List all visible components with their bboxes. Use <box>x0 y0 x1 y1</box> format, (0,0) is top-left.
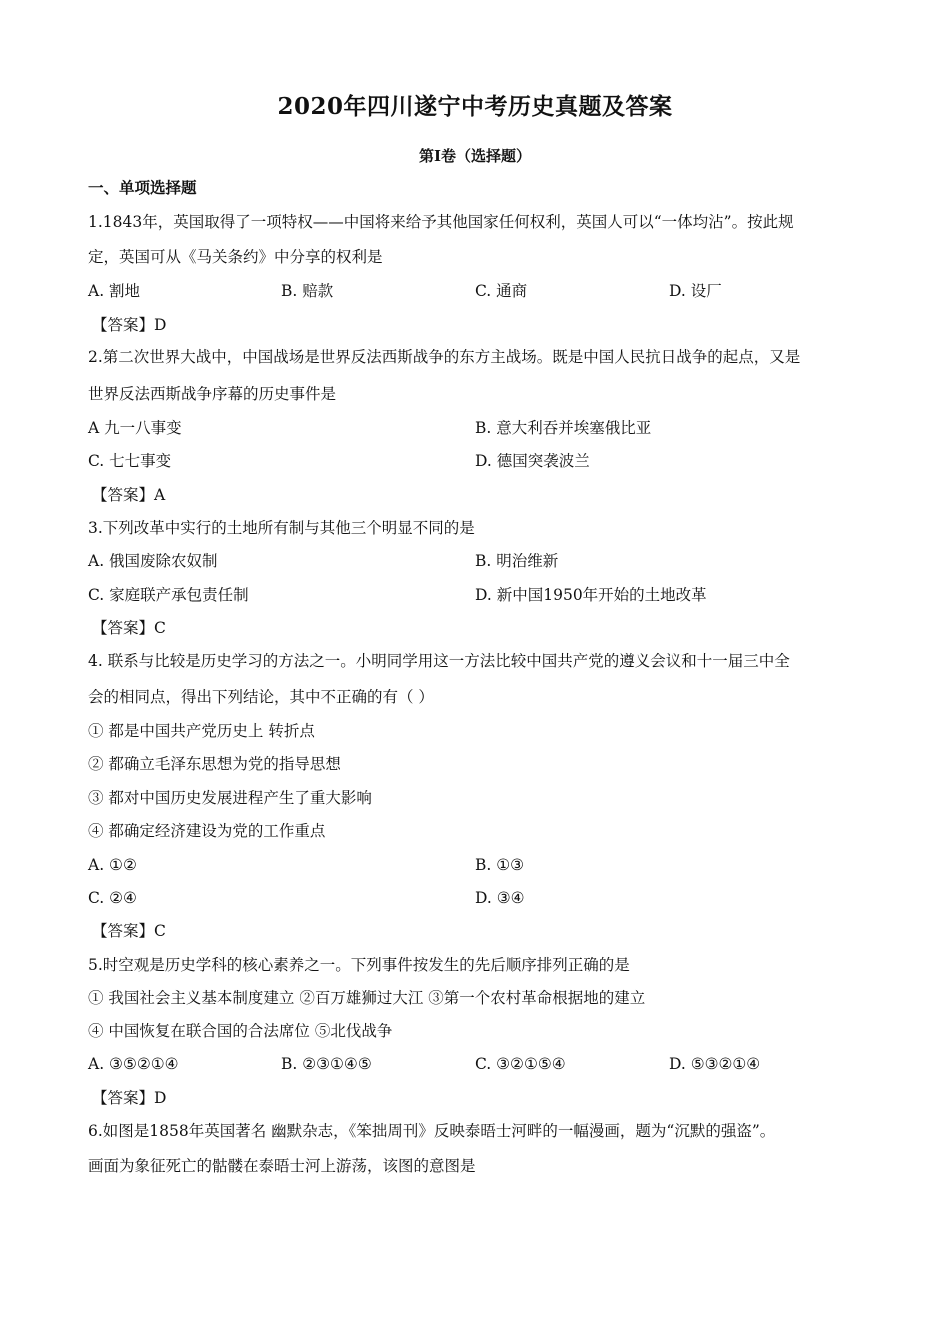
q4-option-a: A. ①② <box>88 856 137 874</box>
q6-stem-line-2: 画面为象征死亡的骷髅在泰晤士河上游荡，该图的意图是 <box>88 1157 476 1175</box>
q3-option-a: A. 俄国废除农奴制 <box>88 552 218 570</box>
q1-stem-line-1: 1.1843年，英国取得了一项特权——中国将来给予其他国家任何权利，英国人可以“一体均沾”。按此规 <box>88 213 794 231</box>
q4-stem-line-2: 会的相同点，得出下列结论，其中不正确的有（ ） <box>88 688 434 706</box>
q5-answer: 【答案】D <box>92 1089 167 1107</box>
q2-option-a: A 九一八事变 <box>88 419 182 437</box>
q5-option-a: A. ③⑤②①④ <box>88 1055 179 1073</box>
q2-stem-line-1: 2.第二次世界大战中，中国战场是世界反法西斯战争的东方主战场。既是中国人民抗日战争的起点，又是 <box>88 348 801 366</box>
q4-statement-3: ③ 都对中国历史发展进程产生了重大影响 <box>88 789 372 807</box>
q4-statement-1: ① 都是中国共产党历史上 转折点 <box>88 722 315 740</box>
q6-stem-line-1: 6.如图是1858年英国著名 幽默杂志，《笨拙周刊》反映泰晤士河畔的一幅漫画，题为“沉默的强盗”。 <box>88 1122 776 1140</box>
q2-option-d: D. 德国突袭波兰 <box>475 452 590 470</box>
q5-option-d: D. ⑤③②①④ <box>669 1055 761 1073</box>
q1-option-a: A. 割地 <box>88 282 141 300</box>
q3-answer: 【答案】C <box>92 619 166 637</box>
q3-option-d: D. 新中国1950年开始的土地改革 <box>475 586 707 604</box>
page-title: 2020年四川遂宁中考历史真题及答案 <box>277 93 673 120</box>
q1-option-d: D. 设厂 <box>669 282 722 300</box>
q2-option-c: C. 七七事变 <box>88 452 172 470</box>
q5-option-c: C. ③②①⑤④ <box>475 1055 566 1073</box>
q4-statement-4: ④ 都确定经济建设为党的工作重点 <box>88 822 326 840</box>
q5-events-line-2: ④ 中国恢复在联合国的合法席位 ⑤北伐战争 <box>88 1022 393 1040</box>
q2-option-b: B. 意大利吞并埃塞俄比亚 <box>475 419 652 437</box>
q4-statement-2: ② 都确立毛泽东思想为党的指导思想 <box>88 755 341 773</box>
q4-answer: 【答案】C <box>92 922 166 940</box>
q4-stem-line-1: 4. 联系与比较是历史学习的方法之一。小明同学用这一方法比较中国共产党的遵义会议和十一届三中全 <box>88 652 790 670</box>
q5-option-b: B. ②③①④⑤ <box>281 1055 372 1073</box>
q3-stem-line-1: 3.下列改革中实行的土地所有制与其他三个明显不同的是 <box>88 519 475 537</box>
q1-option-b: B. 赔款 <box>281 282 334 300</box>
q3-option-c: C. 家庭联产承包责任制 <box>88 586 249 604</box>
q3-option-b: B. 明治维新 <box>475 552 559 570</box>
paper-section-title: 第I卷（选择题） <box>418 147 532 165</box>
q4-option-d: D. ③④ <box>475 889 525 907</box>
q5-stem-line-1: 5.时空观是历史学科的核心素养之一。下列事件按发生的先后顺序排列正确的是 <box>88 956 630 974</box>
q1-option-c: C. 通商 <box>475 282 528 300</box>
q4-option-b: B. ①③ <box>475 856 525 874</box>
section-heading: 一、单项选择题 <box>88 178 197 197</box>
q1-stem-line-2: 定，英国可从《马关条约》中分享的权利是 <box>88 248 383 266</box>
q4-option-c: C. ②④ <box>88 889 137 907</box>
q2-stem-line-2: 世界反法西斯战争序幕的历史事件是 <box>88 385 337 403</box>
q5-events-line-1: ① 我国社会主义基本制度建立 ②百万雄狮过大江 ③第一个农村革命根据地的建立 <box>88 989 646 1007</box>
q2-answer: 【答案】A <box>92 486 166 504</box>
q1-answer: 【答案】D <box>92 316 167 334</box>
